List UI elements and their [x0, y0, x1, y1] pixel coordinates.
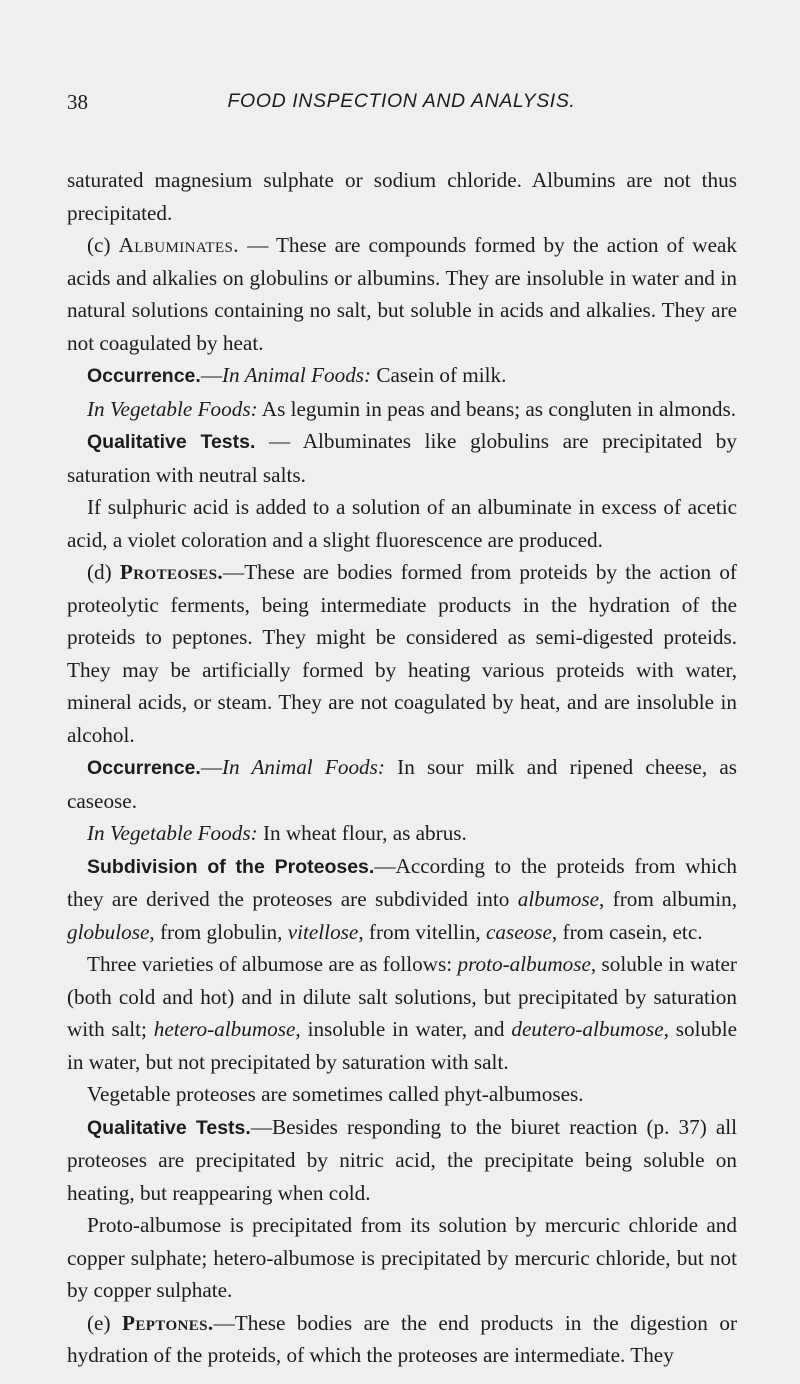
paragraph-occurrence-animal: Occurrence.—In Animal Foods: Casein of milk.	[87, 363, 507, 387]
page-number: 38	[67, 90, 88, 114]
section-heading-albuminates: Albuminates.	[118, 233, 239, 257]
paragraph-sulphuric-acid: If sulphuric acid is added to a solution of an albuminate in excess of acetic acid, a violet coloration and a slight fluorescence are produced.	[67, 495, 737, 552]
subheading-occurrence: Occurrence.	[87, 365, 201, 387]
subheading-qualitative-tests: Qualitative Tests.	[87, 1116, 251, 1139]
paragraph-proto-albumose: Proto-albumose is precipitated from its solution by mercuric chloride and copper sulphate; hetero-albumose is precipitated by mercuric chloride, but not by copper sulphate.	[67, 1213, 737, 1302]
page-header	[67, 90, 736, 124]
paragraph-subdivision: Subdivision of the Proteoses.—According to the proteids from which they are derived the proteoses are subdivided into albumose, from albumin, globulose, from globulin, vitellose, from vitellin, caseose, from casein, etc.	[67, 853, 738, 944]
subheading-subdivision: Subdivision of the Proteoses.	[87, 855, 375, 878]
section-marker: (e)	[87, 1310, 122, 1335]
paragraph-proteoses-tests: Qualitative Tests.—Besides responding to the biuret reaction (p. 37) all proteoses are precipitated by nitric acid, the precipitate being soluble on heating, but reappearing when cold.	[67, 1114, 738, 1205]
paragraph-continuation: saturated magnesium sulphate or sodium chloride. Albumins are not thus precipitated.	[67, 168, 737, 225]
section-marker: (d)	[87, 560, 120, 584]
paragraph-qualitative-tests: Qualitative Tests. — Albuminates like globulins are precipitated by saturation with neutral salts.	[67, 429, 737, 487]
section-heading-proteoses: Proteoses.	[119, 560, 224, 584]
paragraph-peptones: (e) Peptones.—These bodies are the end products in the digestion or hydration of the proteids, of which the proteoses are intermediate. They	[67, 1310, 737, 1367]
subheading-occurrence: Occurrence.	[87, 757, 201, 779]
section-heading-peptones: Peptones.	[122, 1310, 214, 1335]
body-text	[67, 164, 737, 1372]
paragraph-phyt-albumoses: Vegetable proteoses are sometimes called phyt-albumoses.	[87, 1082, 584, 1106]
subheading-qualitative-tests: Qualitative Tests.	[87, 431, 256, 453]
paragraph-proteoses-occurrence-animal: Occurrence.—In Animal Foods: In sour milk and ripened cheese, as caseose.	[67, 755, 737, 813]
paragraph-proteoses: (d) Proteoses.—These are bodies formed from proteids by the action of proteolytic ferments, being intermediate products in the hydration of the proteids to peptones. They might be considered as semi-digested proteids. They may be artificially formed by heating various proteids with water, mineral acids, or steam. They are not coagulated by heat, and are insoluble in alcohol.	[67, 560, 737, 747]
paragraph-occurrence-vegetable: In Vegetable Foods: As legumin in peas and beans; as congluten in almonds.	[87, 396, 737, 421]
paragraph-albuminates: (c) Albuminates. — These are compounds formed by the action of weak acids and alkalies on globulins or albumins. They are insoluble in water and in natural solutions containing no salt, but soluble in acids and alkalies. They are not coagulated by heat.	[67, 233, 738, 355]
section-marker: (c)	[87, 233, 119, 257]
paragraph-proteoses-occurrence-vegetable: In Vegetable Foods: In wheat flour, as abrus.	[87, 821, 467, 845]
paragraph-albumose-varieties: Three varieties of albumose are as follows: proto-albumose, soluble in water (both cold and hot) and in dilute salt solutions, but precipitated by saturation with salt; hetero-albumose, insoluble in water, and deutero-albumose, soluble in water, but not precipitated by saturation with salt.	[67, 952, 737, 1074]
running-head: FOOD INSPECTION AND ANALYSIS.	[227, 90, 576, 112]
